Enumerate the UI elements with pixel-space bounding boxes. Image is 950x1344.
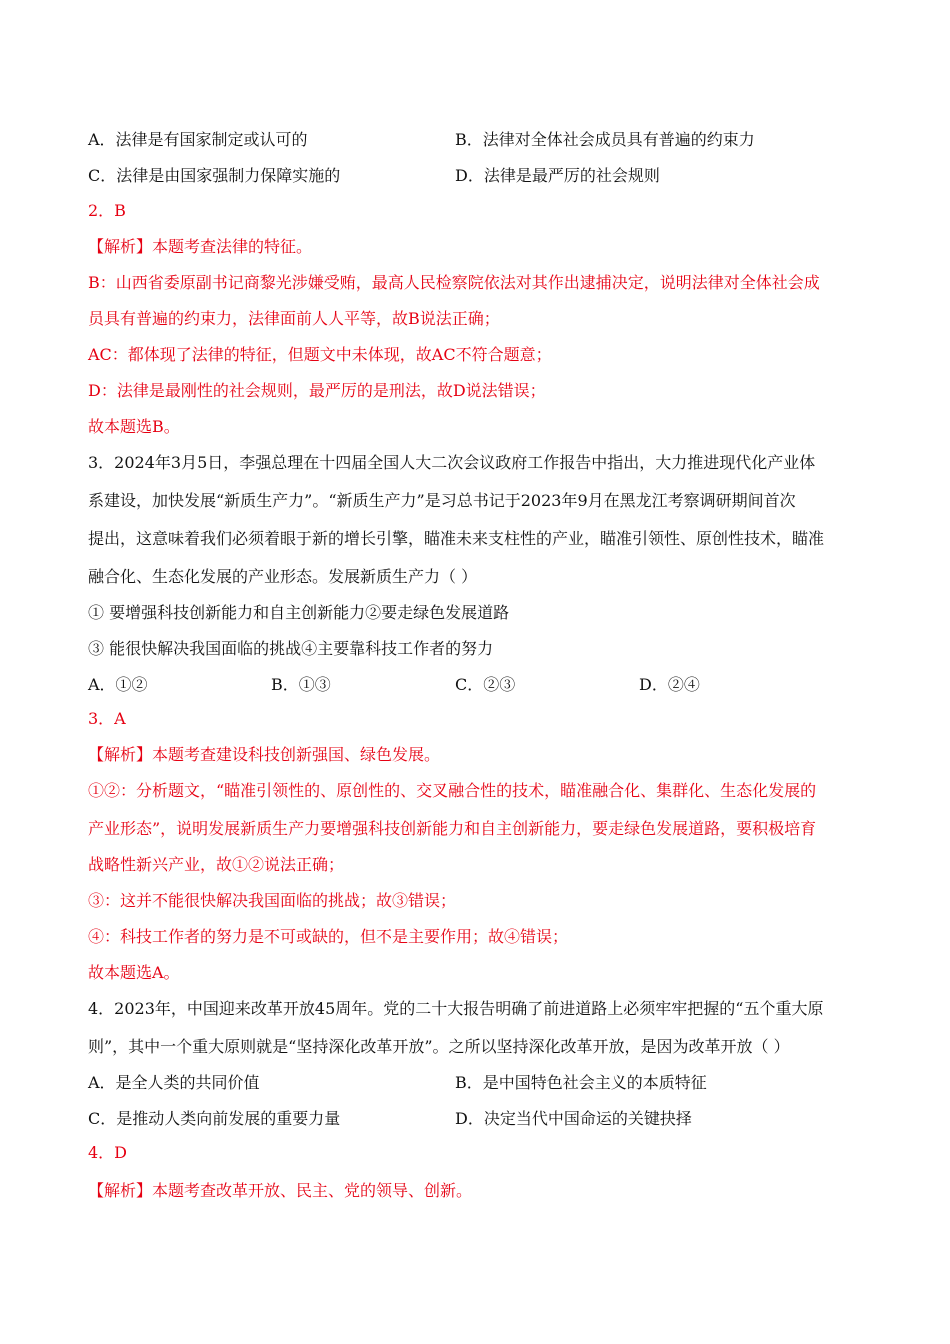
q4-answer: 4．D <box>88 1143 128 1162</box>
q3-analysis-line: ③：这并不能很快解决我国面临的挑战；故③错误； <box>88 891 457 910</box>
q2-option-b: B．法律对全体社会成员具有普遍的约束力 <box>455 130 755 149</box>
q3-analysis-line: 故本题选A。 <box>88 963 180 982</box>
q2-analysis-line: 【解析】本题考查法律的特征。 <box>88 237 313 256</box>
q3-analysis-line: 产业形态”，说明发展新质生产力要增强科技创新能力和自主创新能力，要走绿色发展道路，要积极培育 <box>88 819 817 838</box>
q3-statement-line: ① 要增强科技创新能力和自主创新能力②要走绿色发展道路 <box>88 603 510 622</box>
q3-stem-line: 提出，这意味着我们必须着眼于新的增长引擎，瞄准未来支柱性的产业，瞄准引领性、原创性技术，瞄准 <box>88 529 825 548</box>
q2-analysis-line: 员具有普遍的约束力，法律面前人人平等，故B说法正确； <box>88 309 500 328</box>
q3-option-c: C．②③ <box>455 675 516 694</box>
q4-analysis-line: 【解析】本题考查改革开放、民主、党的领导、创新。 <box>88 1181 473 1200</box>
q3-option-b: B．①③ <box>271 675 331 694</box>
q3-option-a: A．①② <box>88 675 148 694</box>
q2-analysis-line: D：法律是最刚性的社会规则，最严厉的是刑法，故D说法错误； <box>88 381 546 400</box>
q3-option-d: D．②④ <box>639 675 700 694</box>
q3-statement-line: ③ 能很快解决我国面临的挑战④主要靠科技工作者的努力 <box>88 639 494 658</box>
q3-stem-line: 3．2024年3月5日，李强总理在十四届全国人大二次会议政府工作报告中指出，大力推进现代化产业体 <box>88 453 816 472</box>
q2-option-a: A．法律是有国家制定或认可的 <box>88 130 308 149</box>
q2-analysis-line: B：山西省委原副书记商黎光涉嫌受贿，最高人民检察院依法对其作出逮捕决定，说明法律对全体社会成 <box>88 273 820 292</box>
q3-analysis-line: ①②：分析题文，“瞄准引领性的、原创性的、交叉融合性的技术，瞄准融合化、集群化、生态化发展的 <box>88 781 817 800</box>
q2-answer: 2．B <box>88 201 126 220</box>
q2-analysis-line: 故本题选B。 <box>88 417 180 436</box>
q3-stem-line: 融合化、生态化发展的产业形态。发展新质生产力（ ） <box>88 567 478 586</box>
q2-option-c: C．法律是由国家强制力保障实施的 <box>88 166 341 185</box>
q4-stem-line: 则”，其中一个重大原则就是“坚持深化改革开放”。之所以坚持深化改革开放，是因为改革开放（ ） <box>88 1037 790 1056</box>
q4-stem-line: 4．2023年，中国迎来改革开放45周年。党的二十大报告明确了前进道路上必须牢牢把握的“五个重大原 <box>88 999 824 1018</box>
q4-option-d: D．决定当代中国命运的关键抉择 <box>455 1109 692 1128</box>
q3-stem-line: 系建设，加快发展“新质生产力”。“新质生产力”是习总书记于2023年9月在黑龙江考察调研期间首次 <box>88 491 796 510</box>
q2-option-d: D．法律是最严厉的社会规则 <box>455 166 660 185</box>
q3-analysis-line: ④：科技工作者的努力是不可或缺的，但不是主要作用；故④错误； <box>88 927 569 946</box>
q2-analysis-line: AC：都体现了法律的特征，但题文中未体现，故AC不符合题意； <box>88 345 552 364</box>
q3-analysis-line: 【解析】本题考查建设科技创新强国、绿色发展。 <box>88 745 441 764</box>
q4-option-c: C．是推动人类向前发展的重要力量 <box>88 1109 341 1128</box>
q4-option-a: A．是全人类的共同价值 <box>88 1073 260 1092</box>
q4-option-b: B．是中国特色社会主义的本质特征 <box>455 1073 707 1092</box>
q3-analysis-line: 战略性新兴产业，故①②说法正确； <box>88 855 345 874</box>
q3-answer: 3．A <box>88 709 126 728</box>
